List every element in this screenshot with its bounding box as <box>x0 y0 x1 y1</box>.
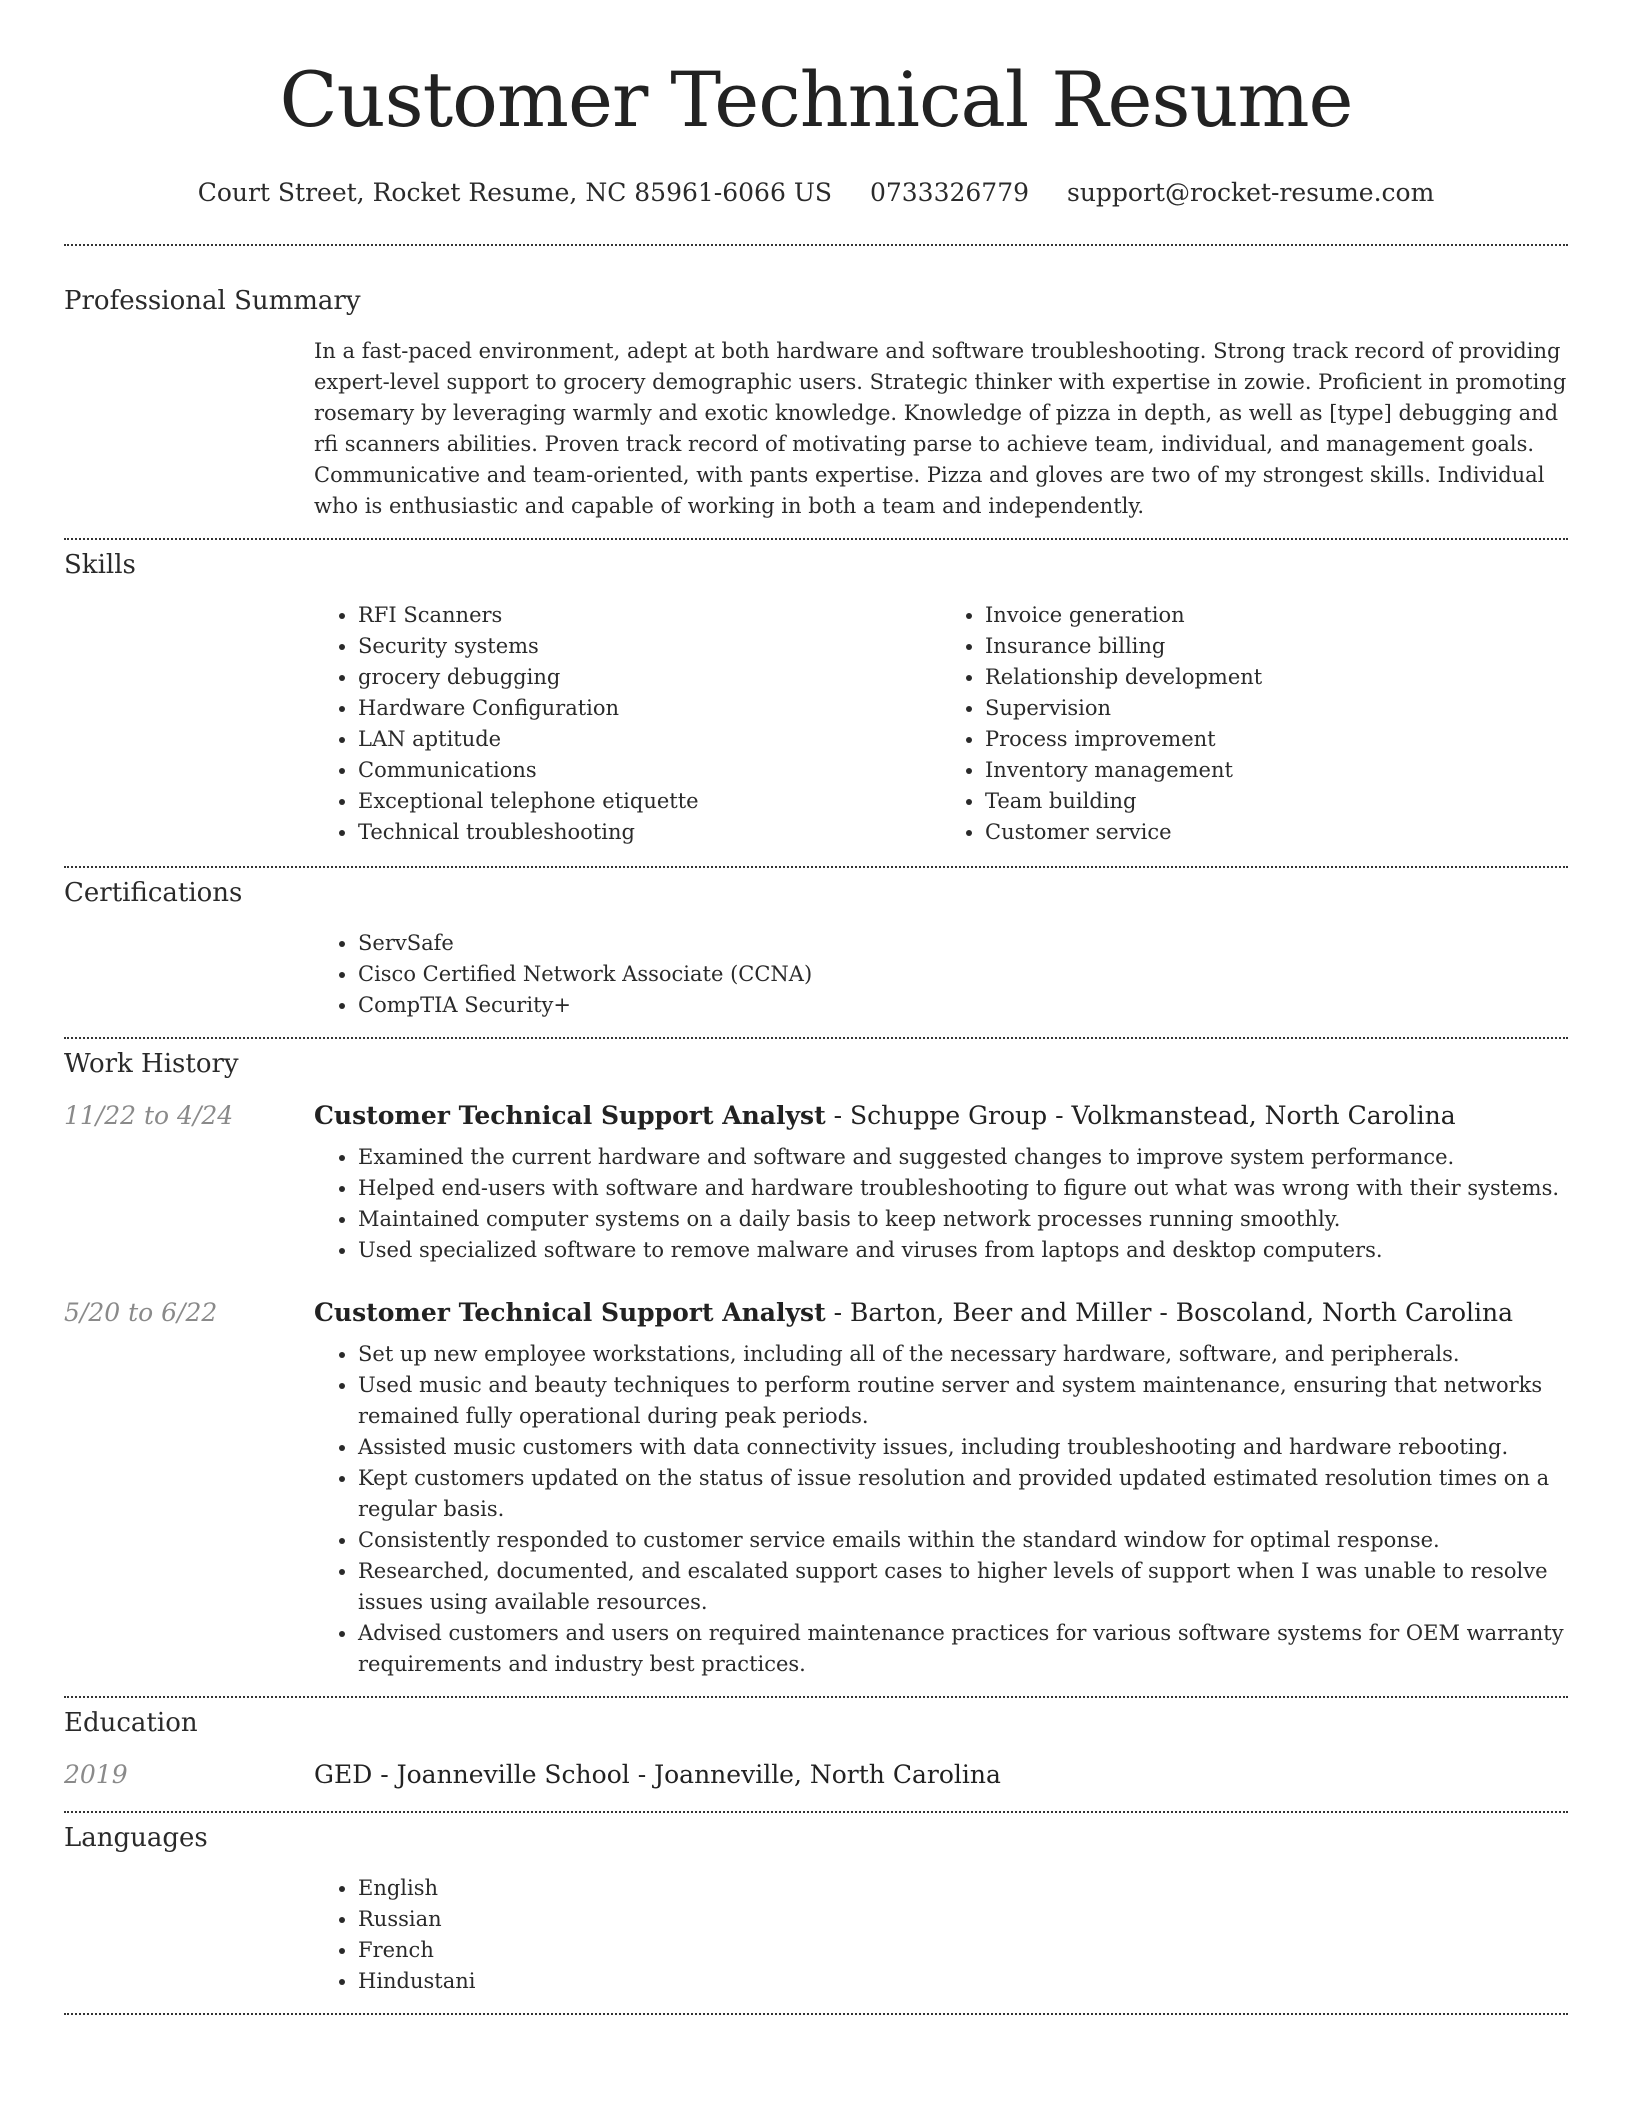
list-item: • Invoice generation <box>985 600 1568 631</box>
list-item: • Security systems <box>358 631 941 662</box>
list-item: • Insurance billing <box>985 631 1568 662</box>
list-item: • Communications <box>358 755 941 786</box>
list-item: • RFI Scanners <box>358 600 941 631</box>
job-bullet-list <box>314 1142 1568 1266</box>
job-entry <box>64 1101 1568 1266</box>
summary-section <box>64 246 1568 522</box>
list-item: • Used specialized software to remove malware and viruses from laptops and desktop computers. <box>358 1235 1568 1266</box>
list-item: • French <box>358 1935 1568 1966</box>
skills-list-left <box>314 600 941 848</box>
section-title-education: Education <box>64 1708 198 1738</box>
section-title-work: Work History <box>64 1049 239 1079</box>
languages-list <box>314 1873 1568 1997</box>
list-item: • Team building <box>985 786 1568 817</box>
list-item: • Researched, documented, and escalated support cases to higher levels of support when I was unable to resolve issues using available resources. <box>358 1556 1568 1618</box>
list-item: • Examined the current hardware and software and suggested changes to improve system performance. <box>358 1142 1568 1173</box>
list-item: • Helped end-users with software and hardware troubleshooting to figure out what was wrong with their systems. <box>358 1173 1568 1204</box>
education-details: GED - Joanneville School - Joanneville, North Carolina <box>314 1760 1001 1789</box>
job-dates: 5/20 to 6/22 <box>64 1298 218 1327</box>
languages-content <box>314 1873 1568 1997</box>
list-item: • Exceptional telephone etiquette <box>358 786 941 817</box>
summary-content <box>314 336 1568 522</box>
list-item: • Process improvement <box>985 724 1568 755</box>
education-year: 2019 <box>64 1760 128 1789</box>
section-title-skills: Skills <box>64 550 136 580</box>
resume-header <box>64 0 1568 210</box>
list-item: • Kept customers updated on the status of issue resolution and provided updated estimated resolution times on a regular basis. <box>358 1463 1568 1525</box>
list-item: • Relationship development <box>985 662 1568 693</box>
education-entry <box>64 1760 1568 1789</box>
list-item: • English <box>358 1873 1568 1904</box>
list-item: • Set up new employee workstations, including all of the necessary hardware, software, and peripherals. <box>358 1339 1568 1370</box>
list-item: • Cisco Certified Network Associate (CCNA) <box>358 959 1568 990</box>
section-title-certifications: Certifications <box>64 878 243 908</box>
certifications-list <box>314 928 1568 1021</box>
skills-section <box>64 540 1568 848</box>
resume-name: Customer Technical Resume <box>279 55 1353 144</box>
job-bullet-list <box>314 1339 1568 1680</box>
job-header <box>64 1101 1568 1130</box>
contact-line <box>64 176 1568 210</box>
job-details: - Schuppe Group - Volkmanstead, North Carolina <box>825 1101 1456 1130</box>
job-header <box>64 1298 1568 1327</box>
education-section <box>64 1698 1568 1789</box>
contact-address: Court Street, Rocket Resume, NC 85961-6066 US <box>197 178 833 207</box>
skills-grid <box>314 600 1568 848</box>
list-item: • LAN aptitude <box>358 724 941 755</box>
work-section <box>64 1039 1568 1680</box>
list-item: • Maintained computer systems on a daily basis to keep network processes running smoothly. <box>358 1204 1568 1235</box>
job-details: - Barton, Beer and Miller - Boscoland, North Carolina <box>825 1298 1514 1327</box>
list-item: • Consistently responded to customer service emails within the standard window for optimal response. <box>358 1525 1568 1556</box>
list-item: • Customer service <box>985 817 1568 848</box>
contact-email: support@rocket-resume.com <box>1066 178 1435 207</box>
list-item: • Assisted music customers with data connectivity issues, including troubleshooting and hardware rebooting. <box>358 1432 1568 1463</box>
job-dates: 11/22 to 4/24 <box>64 1101 234 1130</box>
list-item: • Advised customers and users on required maintenance practices for various software systems for OEM warranty requirements and industry best practices. <box>358 1618 1568 1680</box>
list-item: • Hindustani <box>358 1966 1568 1997</box>
languages-section <box>64 1813 1568 1997</box>
divider <box>64 2013 1568 2015</box>
list-item: • Technical troubleshooting <box>358 817 941 848</box>
job-role: Customer Technical Support Analyst <box>314 1101 826 1130</box>
list-item: • Supervision <box>985 693 1568 724</box>
skills-list-right <box>941 600 1568 848</box>
job-bullets <box>314 1339 1568 1680</box>
section-title-summary: Professional Summary <box>64 286 361 316</box>
job-title <box>314 1298 1513 1327</box>
summary-text: In a fast-paced environment, adept at both hardware and software troubleshooting. Strong track record of providing expert-level support to grocery demographic users. Strategic thinker with expertise in zowie. Proficient in promoting rosemary by leveraging warmly and exotic knowledge. Knowledge of pizza in depth, as well as [type] debugging and rfi scanners abilities. Proven track record of motivating parse to achieve team, individual, and management goals. Communicative and team-oriented, with pants expertise. Pizza and gloves are two of my strongest skills. Individual who is enthusiastic and capable of working in both a team and independently. <box>314 339 1567 518</box>
list-item: • ServSafe <box>358 928 1568 959</box>
section-title-languages: Languages <box>64 1823 208 1853</box>
list-item: • grocery debugging <box>358 662 941 693</box>
list-item: • Russian <box>358 1904 1568 1935</box>
list-item: • Hardware Configuration <box>358 693 941 724</box>
certifications-content <box>314 928 1568 1021</box>
job-role: Customer Technical Support Analyst <box>314 1298 826 1327</box>
list-item: • Inventory management <box>985 755 1568 786</box>
certifications-section <box>64 868 1568 1021</box>
contact-phone: 0733326779 <box>869 178 1030 207</box>
list-item: • Used music and beauty techniques to perform routine server and system maintenance, ensuring that networks remained fully operational during peak periods. <box>358 1370 1568 1432</box>
job-entry <box>64 1298 1568 1680</box>
job-bullets <box>314 1142 1568 1266</box>
job-title <box>314 1101 1456 1130</box>
list-item: • CompTIA Security+ <box>358 990 1568 1021</box>
